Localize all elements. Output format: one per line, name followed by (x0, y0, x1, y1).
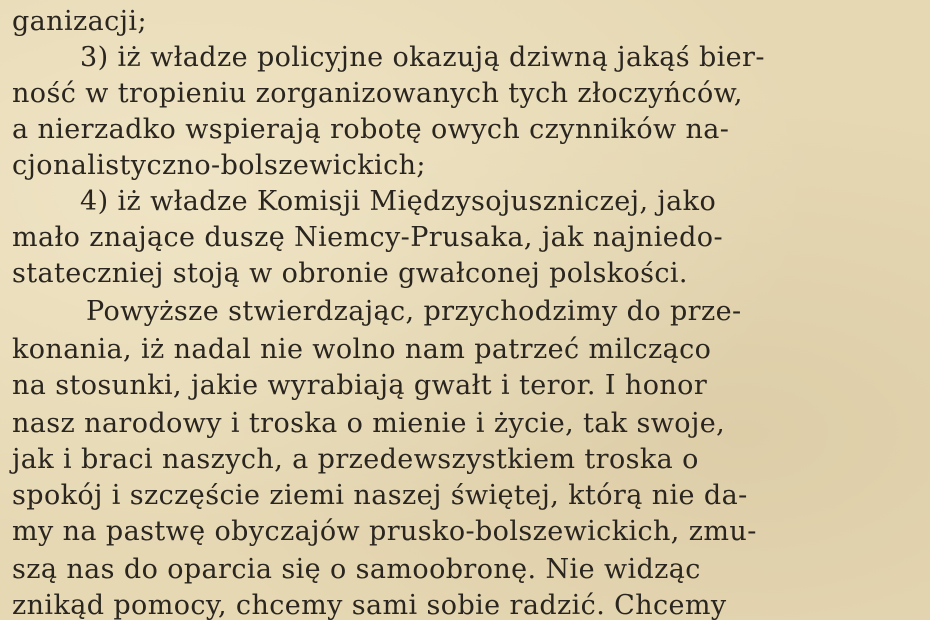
text-line-17: znikąd pomocy, chcemy sami sobie radzić. Chcemy (12, 590, 727, 620)
text-line-5: cjonalistyczno-bolszewickich; (12, 150, 426, 181)
text-line-6: 4) iż władze Komisji Międzysojuszniczej, jako (80, 186, 717, 217)
text-line-2: 3) iż władze policyjne okazują dziwną jakąś bier- (80, 42, 765, 73)
text-line-14: spokój i szczęście ziemi naszej świętej, którą nie da- (12, 480, 748, 511)
text-line-13: jak i braci naszych, a przedewszystkiem troska o (12, 444, 699, 475)
text-line-12: nasz narodowy i troska o mienie i życie, tak swoje, (12, 408, 726, 439)
text-line-11: na stosunki, jakie wyrabiają gwałt i teror. I honor (12, 370, 708, 401)
text-line-3: ność w tropieniu zorganizowanych tych złoczyńców, (12, 78, 743, 109)
text-line-9: Powyższe stwierdzając, przychodzimy do prze- (86, 296, 742, 327)
text-line-1: ganizacji; (12, 6, 147, 37)
text-line-10: konania, iż nadal nie wolno nam patrzeć milcząco (12, 334, 712, 365)
text-line-15: my na pastwę obyczajów prusko-bolszewickich, zmu- (12, 516, 757, 547)
text-line-7: mało znające duszę Niemcy-Prusaka, jak najniedo- (12, 222, 723, 253)
text-line-8: stateczniej stoją w obronie gwałconej polskości. (12, 258, 688, 289)
text-line-16: szą nas do oparcia się o samoobronę. Nie widząc (12, 554, 701, 585)
text-line-4: a nierzadko wspierają robotę owych czynników na- (12, 114, 730, 145)
